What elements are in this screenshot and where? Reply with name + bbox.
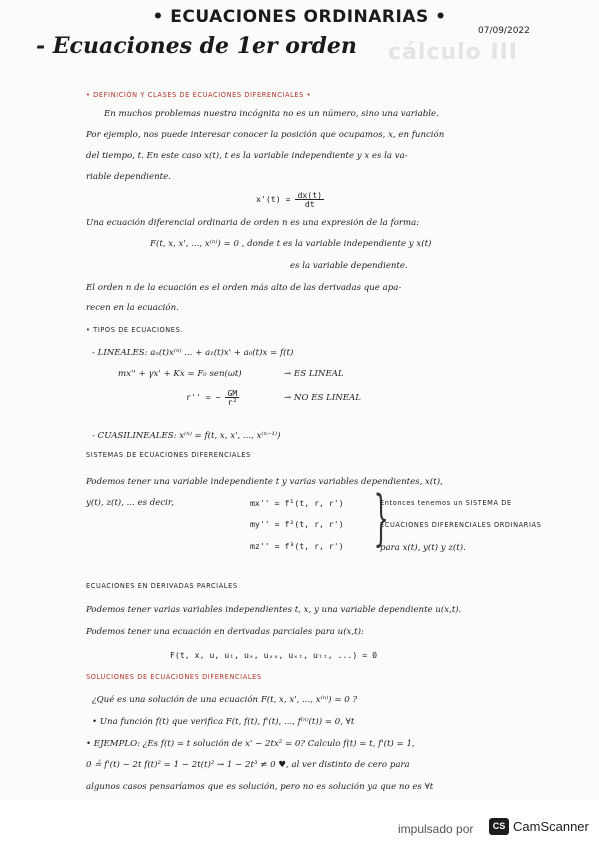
system-note: para x(t), y(t) y z(t). [380, 543, 466, 553]
paragraph-line: y(t), z(t), ... es decir, [86, 498, 174, 508]
paragraph-line: Por ejemplo, nos puede interesar conocer la posición que ocupamos, x, en función [86, 130, 445, 140]
paragraph-line: recen en la ecuación. [86, 303, 179, 313]
paragraph-line: Podemos tener una ecuación en derivadas parciales para u(x,t): [86, 627, 364, 637]
derivative-numerator: dx(t) [297, 190, 323, 200]
heading-definicion: • DEFINICIÓN Y CLASES DE ECUACIONES DIFERENCIALES • [86, 91, 312, 99]
system-note: ECUACIONES DIFERENCIALES ORDINARIAS [380, 521, 542, 529]
derivative-denominator: dt [304, 199, 315, 210]
camscanner-brand: CamScanner [513, 819, 589, 834]
scanner-footer [0, 800, 599, 848]
system-equation: mz'' = f³(t, r, r') [250, 541, 344, 551]
paragraph-line: Podemos tener varias variables independientes t, x, y una variable dependiente u(x,t). [86, 605, 462, 615]
paragraph-line: Podemos tener una variable independiente t y varias variables dependientes, x(t), [86, 477, 443, 487]
lineal-example-result: → ES LINEAL [284, 369, 344, 379]
lineal-example: mx'' + γx' + Kx = F₀ sen(ωt) [118, 369, 242, 379]
nonlinear-numerator: GM [227, 388, 238, 398]
paragraph-line: riable dependiente. [86, 172, 171, 182]
nonlinear-lhs: r'' = − [186, 392, 221, 403]
camscanner-logo-icon: CS [489, 818, 509, 835]
paragraph-line: del tiempo, t. En este caso x(t), t es la variable independiente y x es la va- [86, 151, 408, 161]
derivative-fraction [295, 191, 324, 208]
nonlinear-fraction [225, 389, 239, 406]
system-note: Entonces tenemos un SISTEMA DE [380, 499, 512, 507]
heading-sistemas: SISTEMAS DE ECUACIONES DIFERENCIALES [86, 451, 251, 459]
solution-question: ¿Qué es una solución de una ecuación F(t, x, x', ..., x⁽ⁿ⁾) = 0 ? [92, 695, 358, 705]
example-line: • EJEMPLO: ¿Es f(t) = t solución de x' − 2tx² = 0? Calculo f(t) = t, f'(t) = 1, [86, 739, 415, 749]
heading-tipos: • TIPOS DE ECUACIONES. [86, 326, 184, 334]
nonlinear-example-result: → NO ES LINEAL [284, 393, 361, 403]
heading-soluciones: SOLUCIONES DE ECUACIONES DIFERENCIALES [86, 673, 262, 681]
brace-symbol: } [373, 483, 389, 553]
page-title: • ECUACIONES ORDINARIAS • [152, 7, 447, 27]
example-line: algunos casos pensaríamos que es solución, pero no es solución ya que no es ∀t [86, 782, 434, 792]
paragraph-line: El orden n de la ecuación es el orden más alto de las derivadas que apa- [86, 283, 402, 293]
paragraph-line: En muchos problemas nuestra incógnita no es un número, sino una variable. [104, 109, 439, 119]
heading-parciales: ECUACIONES EN DERIVADAS PARCIALES [86, 582, 238, 590]
example-line: 0 ≟ f'(t) − 2t f(t)² = 1 − 2t(t)² → 1 − 2t³ ≠ 0 ♥, al ver distinto de cero para [86, 760, 410, 770]
system-equation: mx'' = f¹(t, r, r') [250, 498, 344, 508]
paragraph-line: es la variable dependiente. [290, 261, 408, 271]
paragraph-line: Una ecuación diferencial ordinaria de orden n es una expresión de la forma: [86, 218, 420, 228]
cuasilineales-definition: - CUASILINEALES: x⁽ⁿ⁾ = f(t, x, x', ..., x⁽ⁿ⁻¹⁾) [92, 431, 281, 441]
nonlinear-example [186, 389, 239, 406]
system-equation: my'' = f²(t, r, r') [250, 519, 344, 529]
pde-equation: F(t, x, u, uₜ, uₓ, uₓₓ, uₓₜ, uₜₜ, ...) = 0 [170, 650, 378, 660]
date: 07/09/2022 [478, 26, 530, 36]
lineales-definition: - LINEALES: aₙ(t)x⁽ⁿ⁾ ... + a₁(t)x' + a₀(t)x = f(t) [92, 348, 294, 358]
section-subtitle: - Ecuaciones de 1er orden [36, 33, 357, 59]
solution-answer: • Una función f(t) que verifica F(t, f(t), f'(t), ..., f⁽ⁿ⁾(t)) = 0, ∀t [92, 717, 355, 727]
derivative-lhs: x'(t) = [256, 194, 291, 205]
watermark: cálculo III [388, 40, 519, 65]
derivative-definition [256, 191, 324, 208]
powered-by-text: impulsado por [398, 822, 474, 836]
nonlinear-denominator: r² [227, 397, 238, 408]
paragraph-line: F(t, x, x', ..., x⁽ⁿ⁾) = 0 , donde t es la variable independiente y x(t) [150, 239, 432, 249]
